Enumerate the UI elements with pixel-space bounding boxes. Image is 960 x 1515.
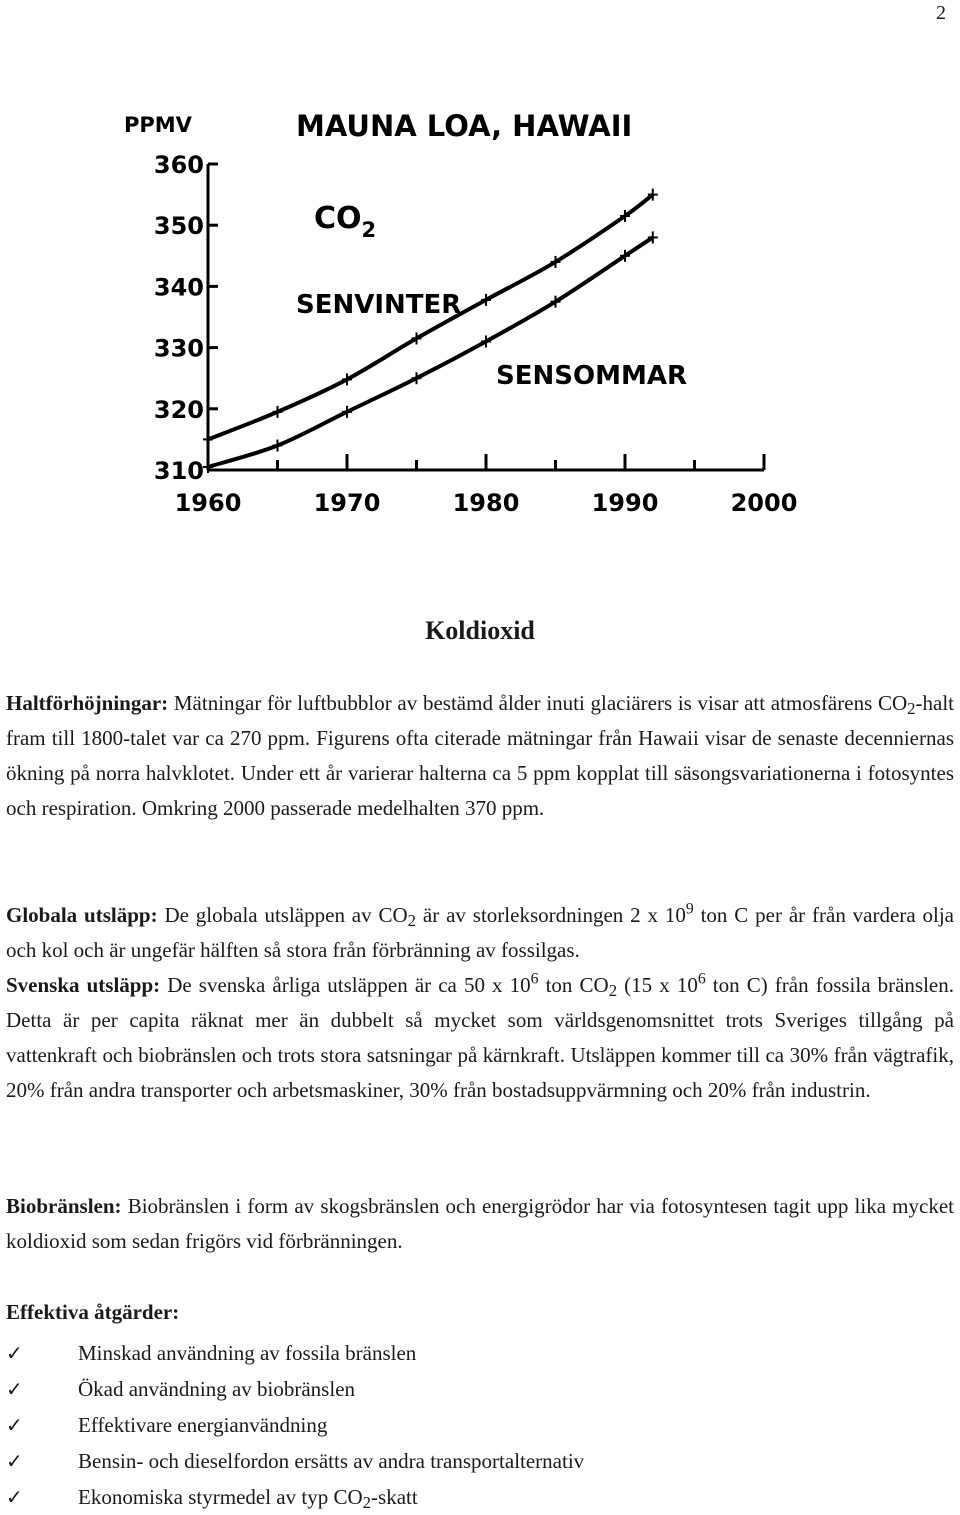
label-biobranslen: Biobränslen:	[6, 1194, 122, 1218]
x-tick-label: 1980	[452, 489, 520, 517]
y-tick-label: 350	[153, 212, 204, 241]
x-tick-label: 1970	[313, 489, 381, 517]
list-item: ✓ Ekonomiska styrmedel av typ $CO_2$-skatt	[6, 1479, 584, 1515]
checkmark-icon: ✓	[6, 1377, 23, 1401]
y-tick-label: 320	[153, 395, 204, 424]
y-tick-label: 340	[153, 273, 204, 302]
chart-series	[203, 189, 658, 473]
chart-title: MAUNA LOA, HAWAII	[296, 109, 633, 143]
paragraph-utslapp: Globala utsläpp: De globala utsläppen av $CO_2$ är av storleksordningen 2 x $10^9$ ton C per år från vardera olja och kol och är ungefär hälften så stora från förbränning av fossilgas. Svenska utsläpp: De svenska årliga utsläppen är ca 50 x $10^6$ ton $CO_2$ (15 x $10^6$ ton C) från fossila bränslen. Detta är per capita räknat mer än dubbelt så mycket som världsgenomsnittet trots Sveriges tillgång på vattenkraft och biobränslen och trots stora satsningar på kärnkraft. Utsläppen kommer till ca 30% från vägtrafik, 20% från andra transporter och arbetsmaskiner, 30% från bostadsuppvärmning och 20% från industrin.	[6, 900, 955, 1102]
series-label: SENVINTER	[296, 290, 462, 320]
actions-list	[6, 1335, 584, 1515]
actions-heading: Effektiva åtgärder:	[6, 1300, 180, 1324]
paragraph-biobranslen: Biobränslen: Biobränslen i form av skogsbränslen och energigrödor har via fotosyntesen tagit upp lika mycket koldioxid som sedan frigörs vid förbränningen.	[6, 1194, 954, 1253]
list-item: ✓ Ökad användning av biobränslen	[6, 1371, 584, 1407]
list-item: ✓ Effektivare energianvändning	[6, 1407, 584, 1443]
list-item: ✓ Bensin- och dieselfordon ersätts av andra transportalternativ	[6, 1443, 584, 1479]
section-title: Koldioxid	[425, 616, 535, 645]
checkmark-icon: ✓	[6, 1413, 23, 1437]
y-tick-label: 310	[153, 457, 204, 485]
y-tick-label: 330	[153, 334, 204, 363]
y-axis-label: PPMV	[124, 113, 192, 137]
series-line-sensommar	[208, 237, 653, 467]
x-tick-label: 1990	[591, 489, 659, 517]
label-svenska: Svenska utsläpp:	[6, 973, 161, 997]
label-haltforhojningar: Haltförhöjningar:	[6, 691, 169, 715]
checkmark-icon: ✓	[6, 1341, 23, 1365]
paragraph-halt: Haltförhöjningar: Mätningar för luftbubblor av bestämd ålder inuti glaciärers is visar att atmosfärens $CO_2$-halt fram till 1800-talet var ca 270 ppm. Figurens ofta citerade mätningar från Hawaii visar de senaste decenniernas ökning på norra halvklotet. Under ett år varierar halterna ca 5 ppm kopplat till säsongsvariationerna i fotosyntes och respiration. Omkring 2000 passerade medelhalten 370 ppm.	[6, 691, 954, 820]
label-globala: Globala utsläpp:	[6, 903, 158, 927]
co2-annotation: $CO_2$	[314, 201, 377, 242]
y-tick-label: 360	[153, 151, 204, 179]
page-number: 2	[936, 2, 946, 24]
x-tick-label: 2000	[730, 489, 798, 517]
list-item: ✓ Minskad användning av fossila bränslen	[6, 1335, 584, 1371]
checkmark-icon: ✓	[6, 1449, 23, 1473]
co2-chart	[100, 80, 820, 550]
x-tick-label: 1960	[174, 489, 242, 517]
checkmark-icon: ✓	[6, 1485, 23, 1509]
chart-axes	[154, 151, 798, 517]
series-label: SENSOMMAR	[496, 361, 687, 391]
